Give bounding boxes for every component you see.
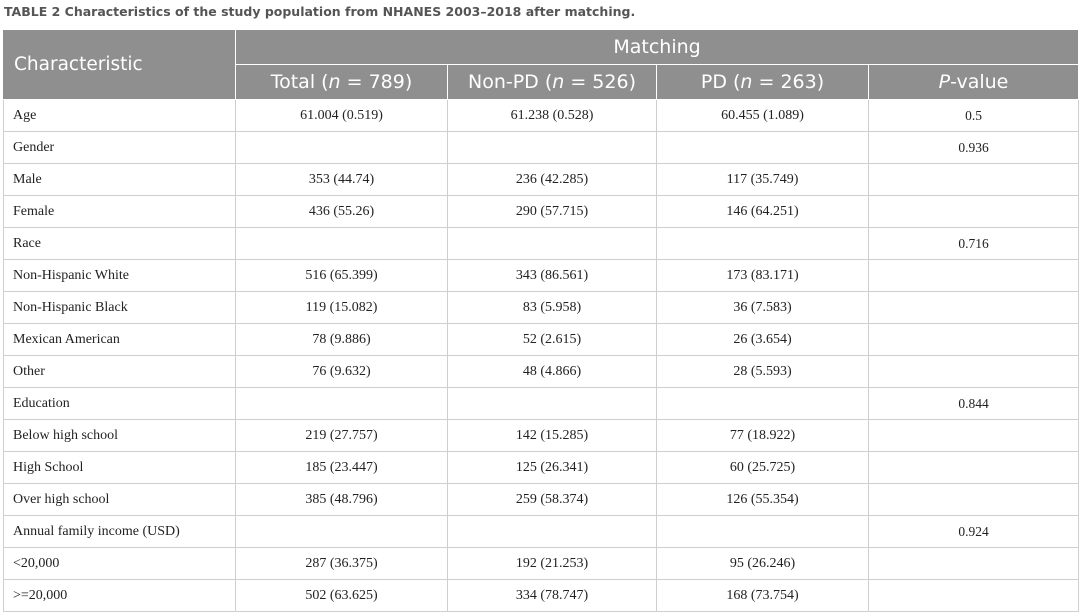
header-characteristic: Characteristic [4,30,236,100]
table-row [4,292,1079,324]
cell-non-pd: 61.238 (0.528) [448,100,657,132]
cell-pd: 117 (35.749) [657,164,869,196]
cell-pd: 26 (3.654) [657,324,869,356]
cell-p-value [869,164,1079,196]
header-non-pd [448,65,657,100]
cell-pd [657,516,869,548]
row-label: Age [4,100,236,132]
cell-pd: 126 (55.354) [657,484,869,516]
cell-total: 502 (63.625) [236,580,448,612]
header-pd [657,65,869,100]
cell-non-pd [448,388,657,420]
cell-total: 436 (55.26) [236,196,448,228]
cell-non-pd: 48 (4.866) [448,356,657,388]
cell-non-pd: 290 (57.715) [448,196,657,228]
row-label: Over high school [4,484,236,516]
cell-total: 78 (9.886) [236,324,448,356]
cell-p-value [869,452,1079,484]
header-pd-pre: PD ( [700,71,741,93]
cell-p-value [869,356,1079,388]
cell-non-pd: 142 (15.285) [448,420,657,452]
header-p-value [869,65,1079,100]
characteristics-table-container [3,29,1078,612]
header-p-post: -value [950,71,1009,93]
row-label: Annual family income (USD) [4,516,236,548]
cell-total [236,516,448,548]
header-nonpd-n: n [552,71,565,93]
cell-non-pd: 125 (26.341) [448,452,657,484]
cell-non-pd: 334 (78.747) [448,580,657,612]
cell-pd: 28 (5.593) [657,356,869,388]
header-p-letter: P [938,71,951,93]
row-label: >=20,000 [4,580,236,612]
cell-p-value [869,484,1079,516]
header-total [236,65,448,100]
cell-pd: 146 (64.251) [657,196,869,228]
row-label: Race [4,228,236,260]
row-label: Education [4,388,236,420]
cell-total: 119 (15.082) [236,292,448,324]
cell-total [236,228,448,260]
cell-p-value: 0.716 [869,228,1079,260]
row-label: Female [4,196,236,228]
header-nonpd-pre: Non-PD ( [467,71,553,93]
cell-pd [657,132,869,164]
cell-pd: 95 (26.246) [657,548,869,580]
cell-p-value: 0.844 [869,388,1079,420]
row-label: Non-Hispanic Black [4,292,236,324]
characteristics-table [3,29,1079,612]
cell-p-value: 0.5 [869,100,1079,132]
table-row [4,100,1079,132]
cell-total: 219 (27.757) [236,420,448,452]
cell-non-pd: 259 (58.374) [448,484,657,516]
table-row [4,356,1079,388]
table-row [4,420,1079,452]
cell-p-value [869,580,1079,612]
cell-non-pd: 52 (2.615) [448,324,657,356]
cell-pd: 60.455 (1.089) [657,100,869,132]
cell-total: 385 (48.796) [236,484,448,516]
cell-p-value: 0.924 [869,516,1079,548]
header-total-pre: Total ( [270,71,329,93]
row-label: Gender [4,132,236,164]
header-nonpd-post: = 526) [564,71,636,93]
cell-non-pd: 192 (21.253) [448,548,657,580]
cell-non-pd [448,516,657,548]
row-label: <20,000 [4,548,236,580]
cell-p-value [869,324,1079,356]
table-row [4,324,1079,356]
cell-pd [657,388,869,420]
cell-non-pd [448,132,657,164]
cell-non-pd: 236 (42.285) [448,164,657,196]
header-total-post: = 789) [340,71,413,93]
cell-non-pd [448,228,657,260]
cell-total [236,132,448,164]
cell-total: 61.004 (0.519) [236,100,448,132]
cell-p-value [869,548,1079,580]
cell-pd [657,228,869,260]
table-row [4,164,1079,196]
row-label: Male [4,164,236,196]
table-row [4,196,1079,228]
header-pd-post: = 263) [752,71,825,93]
row-label: Mexican American [4,324,236,356]
table-caption: TABLE 2 Characteristics of the study population from NHANES 2003–2018 after matching. [4,4,636,19]
header-row-top [4,30,1079,65]
table-row [4,228,1079,260]
cell-total: 185 (23.447) [236,452,448,484]
table-row [4,260,1079,292]
table-header [4,30,1079,100]
cell-pd: 36 (7.583) [657,292,869,324]
header-pd-n: n [740,71,753,93]
cell-p-value [869,292,1079,324]
cell-non-pd: 83 (5.958) [448,292,657,324]
table-row [4,388,1079,420]
cell-p-value [869,260,1079,292]
table-row [4,132,1079,164]
header-total-n: n [328,71,341,93]
cell-total: 353 (44.74) [236,164,448,196]
cell-pd: 168 (73.754) [657,580,869,612]
row-label: Non-Hispanic White [4,260,236,292]
cell-total: 287 (36.375) [236,548,448,580]
cell-pd: 60 (25.725) [657,452,869,484]
table-row [4,516,1079,548]
header-matching: Matching [236,30,1079,65]
table-row [4,484,1079,516]
cell-p-value [869,420,1079,452]
table-body [4,100,1079,612]
cell-total: 76 (9.632) [236,356,448,388]
cell-total: 516 (65.399) [236,260,448,292]
cell-non-pd: 343 (86.561) [448,260,657,292]
row-label: High School [4,452,236,484]
table-row [4,548,1079,580]
cell-pd: 173 (83.171) [657,260,869,292]
row-label: Other [4,356,236,388]
cell-p-value: 0.936 [869,132,1079,164]
cell-p-value [869,196,1079,228]
cell-total [236,388,448,420]
table-row [4,452,1079,484]
cell-pd: 77 (18.922) [657,420,869,452]
row-label: Below high school [4,420,236,452]
table-row [4,580,1079,612]
